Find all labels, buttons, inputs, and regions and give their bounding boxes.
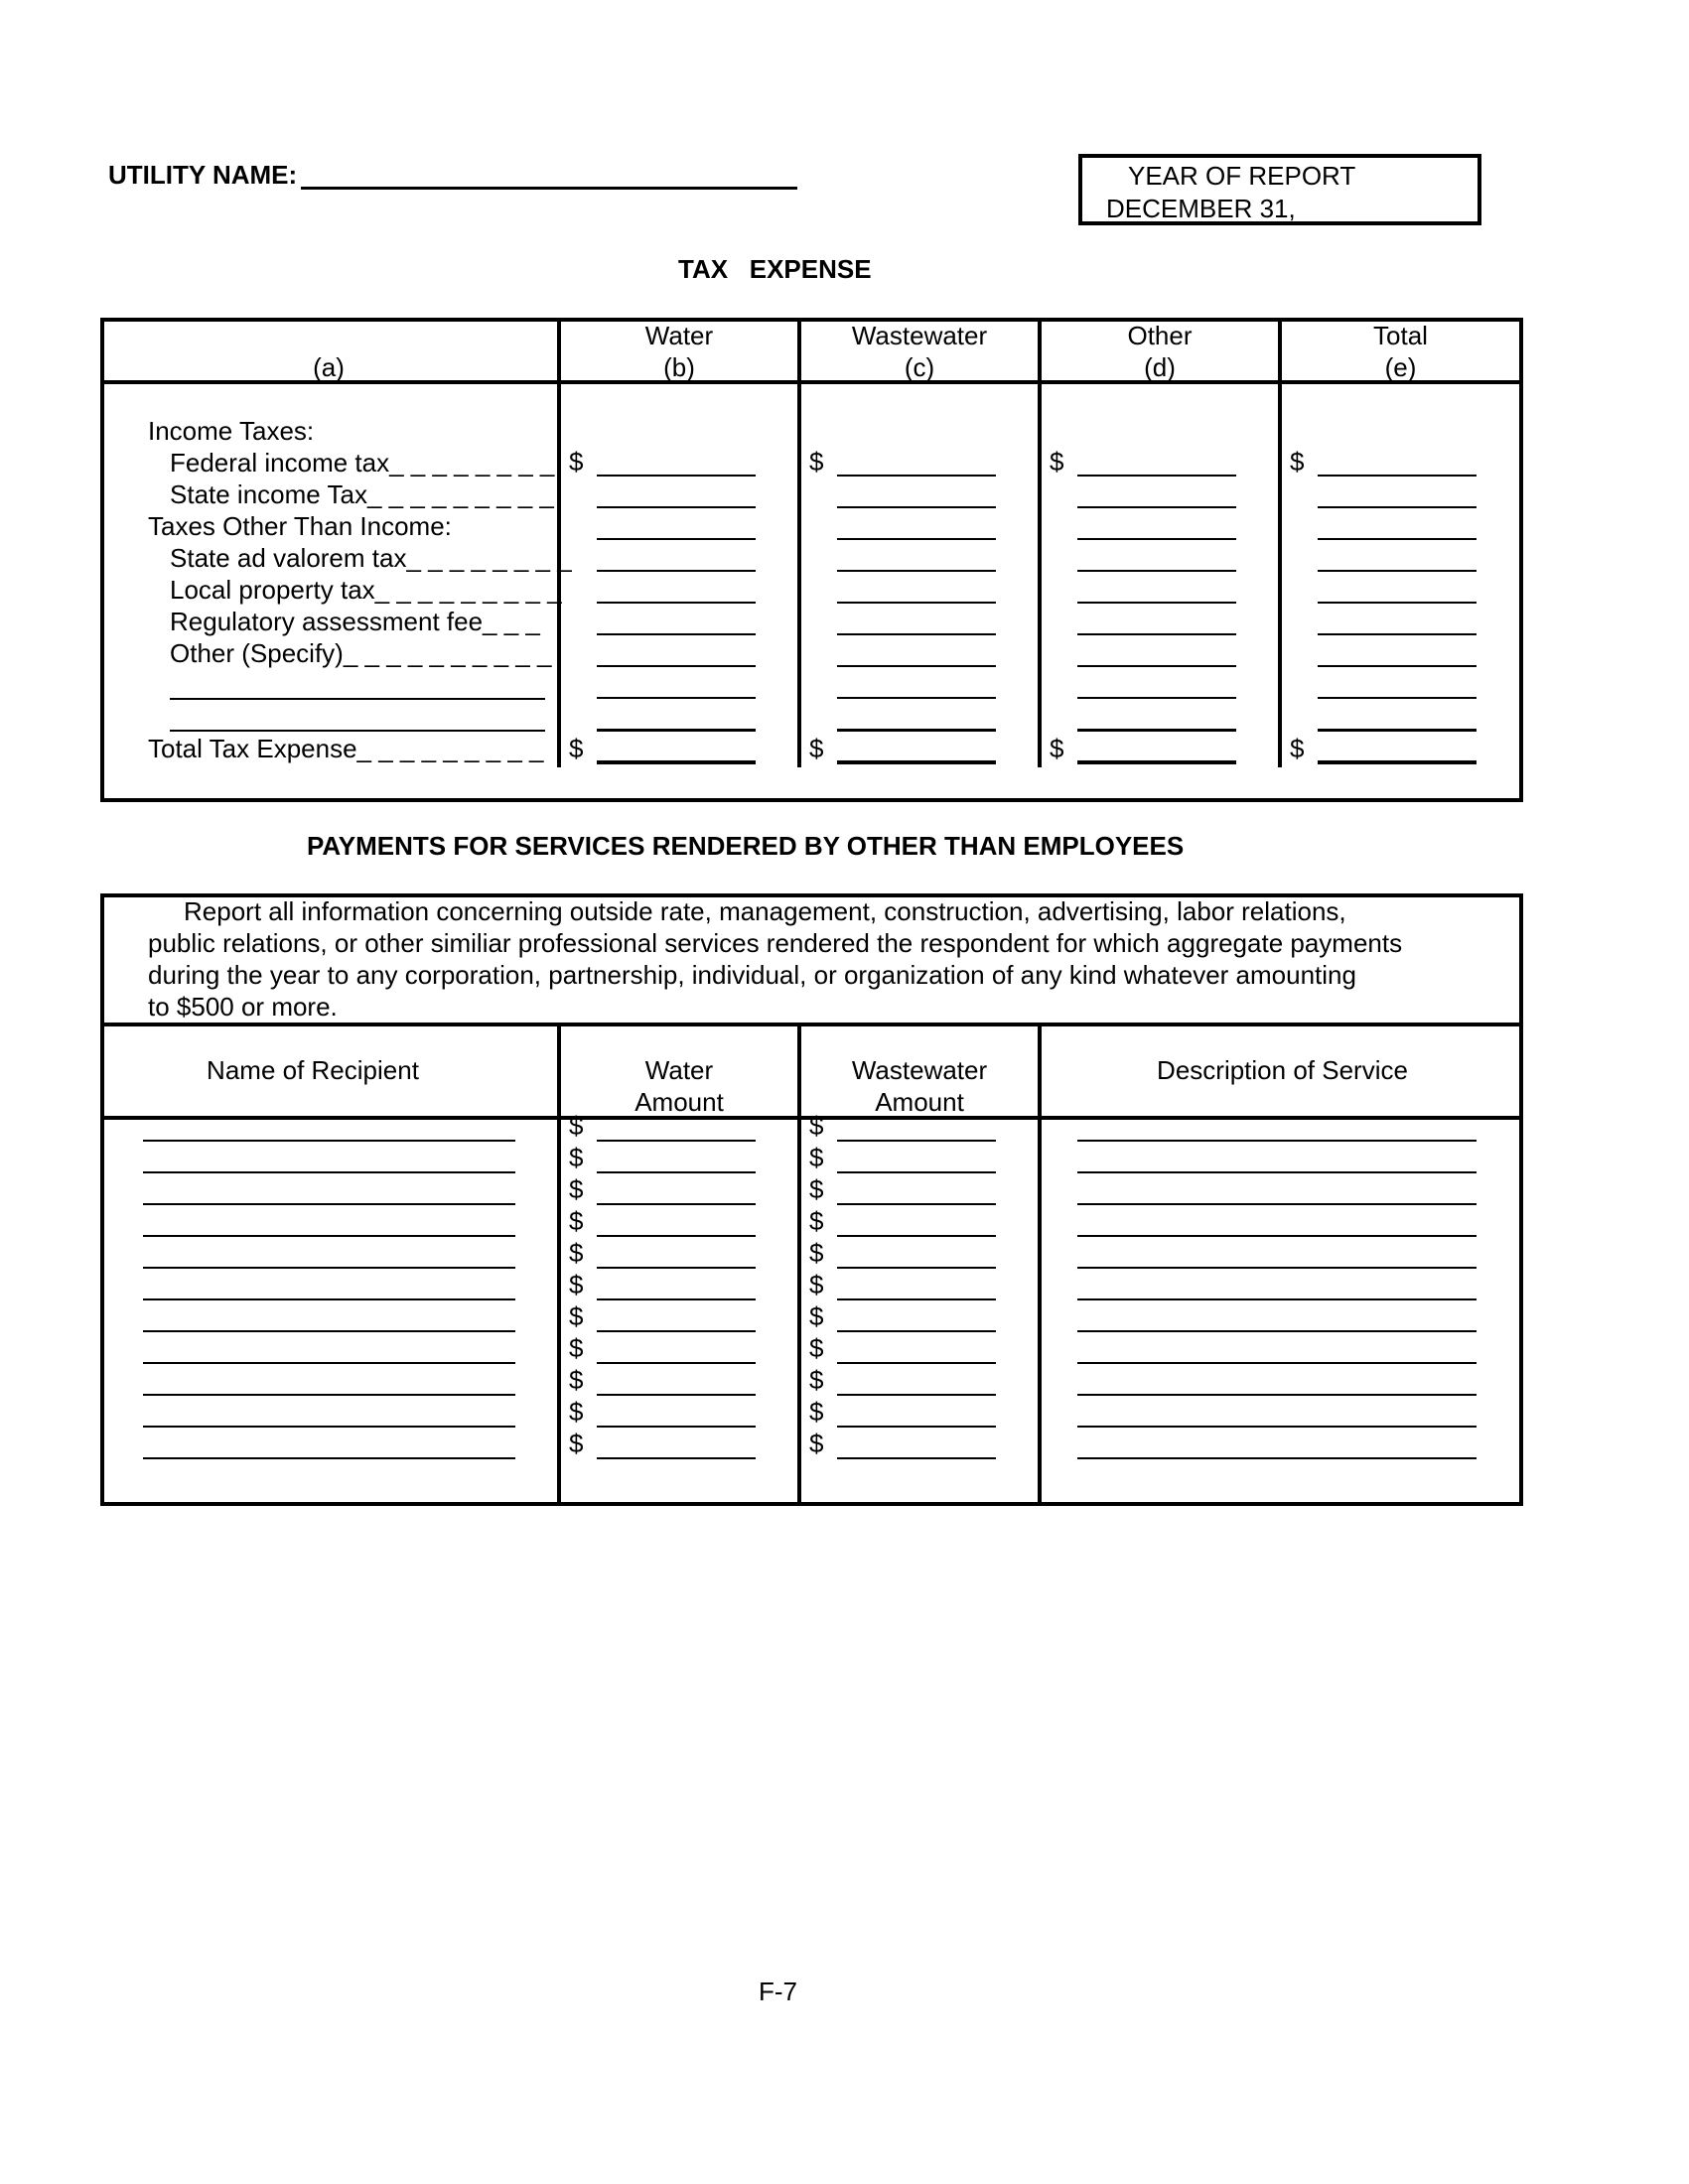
amount-input-line[interactable] xyxy=(1077,570,1236,572)
instructions-line-1: Report all information concerning outside rate, management, construction, advertising, labor relations, xyxy=(184,896,1346,926)
recipient-name-line[interactable] xyxy=(143,1267,515,1269)
dollar-sign: $ xyxy=(569,734,584,763)
dollar-sign: $ xyxy=(809,1238,824,1268)
amount-input-line[interactable] xyxy=(1077,538,1236,540)
dollar-sign: $ xyxy=(809,1270,824,1299)
dollar-sign: $ xyxy=(569,1174,584,1204)
description-of-service-line[interactable] xyxy=(1077,1362,1477,1364)
tax-col-other-header: Other xyxy=(1127,321,1193,350)
tax-col-total-header: Total xyxy=(1373,321,1428,350)
payments-col-divider xyxy=(1038,1023,1042,1506)
tax-col-c-letter: (c) xyxy=(904,352,935,382)
amount-input-line[interactable] xyxy=(837,665,996,667)
tax-col-b-letter: (b) xyxy=(663,352,695,382)
amount-input-line[interactable] xyxy=(597,570,756,572)
amount-input-line[interactable] xyxy=(1318,633,1477,635)
income-taxes-label: Income Taxes: xyxy=(148,416,315,446)
amount-input-line[interactable] xyxy=(1318,538,1477,540)
recipient-name-line[interactable] xyxy=(143,1426,515,1428)
dollar-sign: $ xyxy=(569,447,584,477)
dollar-sign: $ xyxy=(1050,734,1064,763)
recipient-name-line[interactable] xyxy=(143,1140,515,1142)
water-amount-header-line2: Amount xyxy=(634,1087,724,1117)
amount-input-line[interactable] xyxy=(1318,665,1477,667)
dollar-sign: $ xyxy=(569,1238,584,1268)
wastewater-amount-header-line1: Wastewater xyxy=(851,1055,988,1085)
amount-input-line[interactable] xyxy=(1318,729,1477,732)
tax-col-e-letter: (e) xyxy=(1384,352,1417,382)
wastewater-amount-header-line2: Amount xyxy=(875,1087,964,1117)
water-amount-line[interactable] xyxy=(597,1267,756,1269)
other-specify-blank-line[interactable] xyxy=(170,730,545,732)
dollar-sign: $ xyxy=(809,1333,824,1363)
total-amount-input-line[interactable] xyxy=(1318,760,1477,764)
name-of-recipient-header: Name of Recipient xyxy=(207,1055,419,1085)
description-of-service-line[interactable] xyxy=(1077,1267,1477,1269)
year-of-report-label: YEAR OF REPORT xyxy=(1128,161,1356,191)
dollar-sign: $ xyxy=(809,1429,824,1458)
water-amount-line[interactable] xyxy=(597,1171,756,1173)
amount-input-line[interactable] xyxy=(597,633,756,635)
water-amount-header-line1: Water xyxy=(644,1055,714,1085)
amount-input-line[interactable] xyxy=(597,475,756,477)
tax-col-divider xyxy=(797,380,801,767)
recipient-name-line[interactable] xyxy=(143,1235,515,1237)
description-of-service-line[interactable] xyxy=(1077,1426,1477,1428)
water-amount-line[interactable] xyxy=(597,1394,756,1396)
other-specify-label: Other (Specify)_ _ _ _ _ _ _ _ _ _ xyxy=(170,638,552,668)
payments-title: PAYMENTS FOR SERVICES RENDERED BY OTHER THAN EMPLOYEES xyxy=(307,831,1185,861)
recipient-name-line[interactable] xyxy=(143,1203,515,1205)
amount-input-line[interactable] xyxy=(1318,602,1477,604)
dollar-sign: $ xyxy=(569,1270,584,1299)
total-amount-input-line[interactable] xyxy=(1077,760,1236,764)
amount-input-line[interactable] xyxy=(1318,570,1477,572)
dollar-sign: $ xyxy=(809,1301,824,1331)
amount-input-line[interactable] xyxy=(1318,697,1477,699)
dollar-sign: $ xyxy=(1050,447,1064,477)
amount-input-line[interactable] xyxy=(597,506,756,508)
federal-income-tax-label: Federal income tax_ _ _ _ _ _ _ _ xyxy=(170,448,555,478)
description-of-service-line[interactable] xyxy=(1077,1203,1477,1205)
water-amount-line[interactable] xyxy=(597,1298,756,1300)
recipient-name-line[interactable] xyxy=(143,1394,515,1396)
instructions-line-3: during the year to any corporation, partnership, individual, or organization of any kind whatever amounting xyxy=(148,960,1356,990)
year-of-report-box[interactable] xyxy=(1078,154,1481,225)
tax-col-divider xyxy=(1038,380,1042,767)
amount-input-line[interactable] xyxy=(837,633,996,635)
wastewater-amount-line[interactable] xyxy=(837,1457,996,1459)
amount-input-line[interactable] xyxy=(837,570,996,572)
water-amount-line[interactable] xyxy=(597,1330,756,1332)
amount-input-line[interactable] xyxy=(837,475,996,477)
amount-input-line[interactable] xyxy=(1318,475,1477,477)
wastewater-amount-line[interactable] xyxy=(837,1330,996,1332)
utility-name-input-line[interactable] xyxy=(301,187,797,190)
water-amount-line[interactable] xyxy=(597,1235,756,1237)
water-amount-line[interactable] xyxy=(597,1457,756,1459)
dollar-sign: $ xyxy=(569,1397,584,1427)
dollar-sign: $ xyxy=(809,1111,824,1141)
dollar-sign: $ xyxy=(1290,734,1305,763)
taxes-other-than-income-label: Taxes Other Than Income: xyxy=(148,511,452,541)
page-number: F-7 xyxy=(759,1977,797,2006)
description-of-service-line[interactable] xyxy=(1077,1457,1477,1459)
wastewater-amount-line[interactable] xyxy=(837,1362,996,1364)
dollar-sign: $ xyxy=(569,1143,584,1172)
dollar-sign: $ xyxy=(809,1397,824,1427)
instructions-line-4: to $500 or more. xyxy=(148,992,338,1022)
recipient-name-line[interactable] xyxy=(143,1298,515,1300)
description-of-service-line[interactable] xyxy=(1077,1394,1477,1396)
recipient-name-line[interactable] xyxy=(143,1330,515,1332)
wastewater-amount-line[interactable] xyxy=(837,1171,996,1173)
amount-input-line[interactable] xyxy=(837,602,996,604)
dollar-sign: $ xyxy=(809,734,824,763)
description-of-service-line[interactable] xyxy=(1077,1140,1477,1142)
dollar-sign: $ xyxy=(809,1143,824,1172)
local-property-tax-label: Local property tax_ _ _ _ _ _ _ _ _ xyxy=(170,575,562,605)
wastewater-amount-line[interactable] xyxy=(837,1140,996,1142)
tax-col-divider xyxy=(1278,380,1282,767)
payments-instructions-divider xyxy=(100,1023,1523,1026)
amount-input-line[interactable] xyxy=(1077,697,1236,699)
water-amount-line[interactable] xyxy=(597,1140,756,1142)
amount-input-line[interactable] xyxy=(1077,602,1236,604)
amount-input-line[interactable] xyxy=(597,697,756,699)
dollar-sign: $ xyxy=(809,1206,824,1236)
dollar-sign: $ xyxy=(569,1365,584,1395)
water-amount-line[interactable] xyxy=(597,1426,756,1428)
dollar-sign: $ xyxy=(1290,447,1305,477)
amount-input-line[interactable] xyxy=(1077,665,1236,667)
amount-input-line[interactable] xyxy=(1077,475,1236,477)
description-of-service-header: Description of Service xyxy=(1157,1055,1408,1085)
recipient-name-line[interactable] xyxy=(143,1171,515,1173)
wastewater-amount-line[interactable] xyxy=(837,1267,996,1269)
description-of-service-line[interactable] xyxy=(1077,1171,1477,1173)
amount-input-line[interactable] xyxy=(837,506,996,508)
tax-col-wastewater-header: Wastewater xyxy=(851,321,988,350)
total-tax-expense-label: Total Tax Expense_ _ _ _ _ _ _ _ _ xyxy=(148,734,544,763)
description-of-service-line[interactable] xyxy=(1077,1330,1477,1332)
tax-col-d-letter: (d) xyxy=(1144,352,1176,382)
tax-expense-title: TAX EXPENSE xyxy=(678,254,872,284)
dollar-sign: $ xyxy=(569,1301,584,1331)
amount-input-line[interactable] xyxy=(1077,729,1236,732)
wastewater-amount-line[interactable] xyxy=(837,1235,996,1237)
water-amount-line[interactable] xyxy=(597,1362,756,1364)
description-of-service-line[interactable] xyxy=(1077,1235,1477,1237)
dollar-sign: $ xyxy=(569,1429,584,1458)
amount-input-line[interactable] xyxy=(1077,633,1236,635)
amount-input-line[interactable] xyxy=(597,602,756,604)
amount-input-line[interactable] xyxy=(1318,506,1477,508)
tax-col-water-header: Water xyxy=(644,321,714,350)
amount-input-line[interactable] xyxy=(1077,506,1236,508)
amount-input-line[interactable] xyxy=(837,729,996,732)
dollar-sign: $ xyxy=(809,447,824,477)
amount-input-line[interactable] xyxy=(837,697,996,699)
dollar-sign: $ xyxy=(569,1111,584,1141)
utility-name-label: UTILITY NAME: xyxy=(108,160,298,190)
recipient-name-line[interactable] xyxy=(143,1362,515,1364)
wastewater-amount-line[interactable] xyxy=(837,1394,996,1396)
state-ad-valorem-tax-label: State ad valorem tax_ _ _ _ _ _ _ _ xyxy=(170,543,572,573)
recipient-name-line[interactable] xyxy=(143,1457,515,1459)
december-31-label: DECEMBER 31, xyxy=(1106,194,1296,223)
total-amount-input-line[interactable] xyxy=(837,760,996,764)
total-amount-input-line[interactable] xyxy=(597,760,756,764)
amount-input-line[interactable] xyxy=(837,538,996,540)
state-income-tax-label: State income Tax_ _ _ _ _ _ _ _ _ xyxy=(170,479,554,509)
amount-input-line[interactable] xyxy=(597,729,756,732)
wastewater-amount-line[interactable] xyxy=(837,1426,996,1428)
amount-input-line[interactable] xyxy=(597,665,756,667)
water-amount-line[interactable] xyxy=(597,1203,756,1205)
regulatory-assessment-fee-label: Regulatory assessment fee_ _ _ xyxy=(170,607,540,636)
wastewater-amount-line[interactable] xyxy=(837,1298,996,1300)
amount-input-line[interactable] xyxy=(597,538,756,540)
wastewater-amount-line[interactable] xyxy=(837,1203,996,1205)
dollar-sign: $ xyxy=(809,1174,824,1204)
dollar-sign: $ xyxy=(809,1365,824,1395)
other-specify-blank-line[interactable] xyxy=(170,698,545,700)
description-of-service-line[interactable] xyxy=(1077,1298,1477,1300)
instructions-line-2: public relations, or other similiar professional services rendered the respondent for which aggregate payments xyxy=(148,928,1403,958)
dollar-sign: $ xyxy=(569,1333,584,1363)
dollar-sign: $ xyxy=(569,1206,584,1236)
tax-col-a-letter: (a) xyxy=(313,352,345,382)
